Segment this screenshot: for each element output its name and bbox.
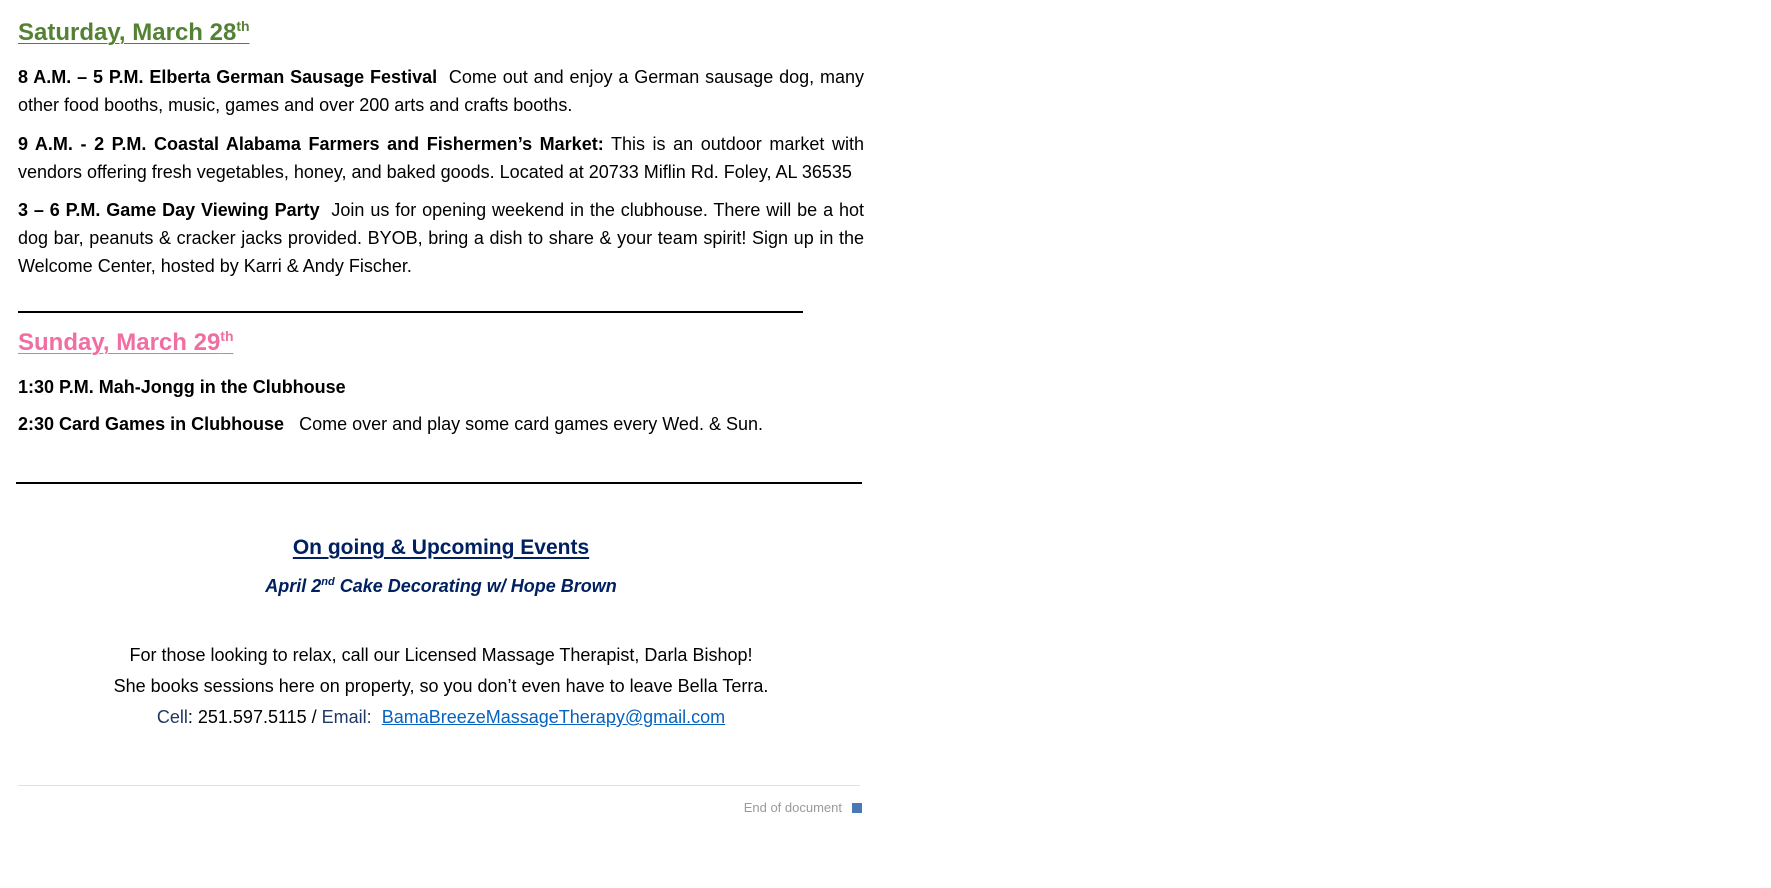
saturday-event-2: [18, 130, 864, 186]
saturday-heading-text: Saturday, March 28: [18, 19, 237, 46]
event-description: Join us for opening weekend in the clubhouse. There will be a hot dog bar, peanuts & cracker jacks provided. BYOB, bring a dish to share & your team spirit! Sign up in the Welcome Center, hosted by Karri & Andy Fischer.: [18, 200, 864, 276]
sunday-event-2: [18, 410, 864, 438]
section-divider: [16, 482, 862, 484]
email-link[interactable]: BamaBreezeMassageTherapy@gmail.com: [381, 707, 726, 727]
event-description: Come over and play some card games every Wed. & Sun.: [299, 414, 763, 434]
event-description: Come out and enjoy a German sausage dog, many other food booths, music, games and over 200 arts and crafts booths.: [18, 67, 864, 115]
end-of-document-label: End of document: [743, 800, 842, 815]
email-label: Email:: [321, 707, 372, 727]
saturday-heading: [18, 18, 250, 47]
saturday-heading-suffix: th: [236, 18, 250, 34]
event-description: This is an outdoor market with vendors offering fresh vegetables, honey, and baked goods. Located at 20733 Miflin Rd. Foley, AL 36535: [18, 134, 864, 182]
sunday-event-1: [18, 373, 864, 401]
cell-label: Cell: [156, 707, 188, 727]
cell-value: : 251.597.5115 /: [187, 707, 322, 727]
sunday-heading-text: Sunday, March 29: [18, 329, 221, 356]
saturday-event-1: [18, 63, 864, 119]
event-title: 3 – 6 P.M. Game Day Viewing Party: [18, 200, 320, 220]
massage-line-1: For those looking to relax, call our Licensed Massage Therapist, Darla Bishop!: [129, 645, 753, 665]
event-title: 9 A.M. - 2 P.M. Coastal Alabama Farmers and Fishermen’s Market:: [18, 134, 604, 154]
event-title: 2:30 Card Games in Clubhouse: [18, 414, 285, 434]
saturday-event-3: [18, 196, 864, 280]
event-title: 8 A.M. – 5 P.M. Elberta German Sausage Festival: [18, 67, 438, 87]
cake-decorating-event: [18, 576, 864, 597]
sunday-heading-suffix: th: [220, 328, 234, 344]
end-divider: [18, 785, 860, 786]
sunday-heading: [18, 328, 234, 357]
end-of-document: [744, 800, 862, 815]
section-divider: [18, 311, 803, 313]
massage-line-2: She books sessions here on property, so you don’t even have to leave Bella Terra.: [113, 676, 769, 696]
end-marker-icon: [852, 803, 862, 813]
upcoming-events-title: On going & Upcoming Events: [292, 536, 590, 559]
event-title: 1:30 P.M. Mah-Jongg in the Clubhouse: [18, 377, 346, 397]
cake-date: April 2: [265, 576, 322, 596]
massage-contact: [18, 707, 864, 728]
cake-title: Cake Decorating w/ Hope Brown: [334, 576, 617, 596]
cake-date-suffix: nd: [321, 576, 335, 588]
